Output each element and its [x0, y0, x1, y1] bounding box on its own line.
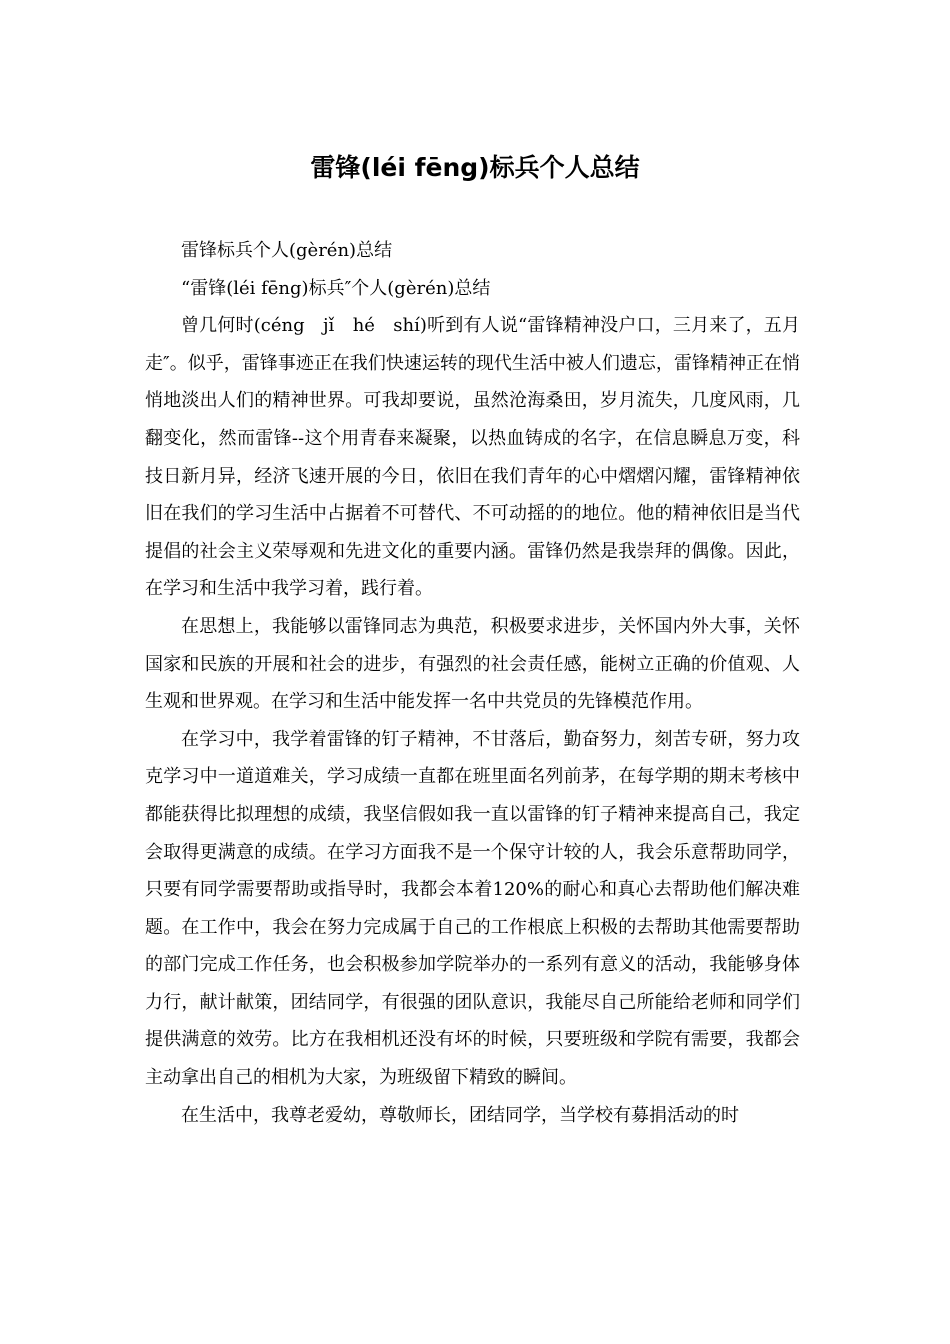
paragraph-thought: 在思想上，我能够以雷锋同志为典范，积极要求进步，关怀国内外大事，关怀国家和民族的开展和社会的进步，有强烈的社会责任感，能树立正确的价值观、人生观和世界观。在学习和生活中能发挥一名中共党员的先锋模范作用。: [145, 615, 800, 713]
document-body: [145, 232, 800, 1134]
document-title: 雷锋(léi fēng)标兵个人总结: [310, 153, 640, 182]
paragraph-intro: 曾几何时(céng jǐ hé shí)听到有人说“雷锋精神没户口，三月来了，五月走″。似乎，雷锋事迹正在我们快速运转的现代生活中被人们遗忘，雷锋精神正在悄悄地淡出人们的精神世界。可我却要说，虽然沧海桑田，岁月流失，几度风雨，几翻变化，然而雷锋--这个用青春来凝聚，以热血铸成的名字，在信息瞬息万变，科技日新月异，经济飞速开展的今日，依旧在我们青年的心中熠熠闪耀，雷锋精神依旧在我们的学习生活中占据着不可替代、不可动摇的的地位。他的精神依旧是当代提倡的社会主义荣辱观和先进文化的重要内涵。雷锋仍然是我崇拜的偶像。因此，在学习和生活中我学习着，践行着。: [145, 315, 800, 600]
paragraph-subtitle: 雷锋标兵个人(gèrén)总结: [181, 240, 393, 261]
paragraph-heading: “雷锋(léi fēng)标兵″个人(gèrén)总结: [181, 277, 491, 299]
paragraph-life: 在生活中，我尊老爱幼，尊敬师长，团结同学，当学校有募捐活动的时: [181, 1104, 739, 1126]
paragraph-study: 在学习中，我学着雷锋的钉子精神，不甘落后，勤奋努力，刻苦专研，努力攻克学习中一道道难关，学习成绩一直都在班里面名列前茅，在每学期的期末考核中都能获得比拟理想的成绩，我坚信假如我一直以雷锋的钉子精神来提高自己，我定会取得更满意的成绩。在学习方面我不是一个保守计较的人，我会乐意帮助同学，只要有同学需要帮助或指导时，我都会本着120%的耐心和真心去帮助他们解决难题。在工作中，我会在努力完成属于自己的工作根底上积极的去帮助其他需要帮助的部门完成工作任务，也会积极参加学院举办的一系列有意义的活动，我能够身体力行，献计献策，团结同学，有很强的团队意识，我能尽自己所能给老师和同学们提供满意的效劳。比方在我相机还没有坏的时候，只要班级和学院有需要，我都会主动拿出自己的相机为大家，为班级留下精致的瞬间。: [145, 728, 800, 1089]
